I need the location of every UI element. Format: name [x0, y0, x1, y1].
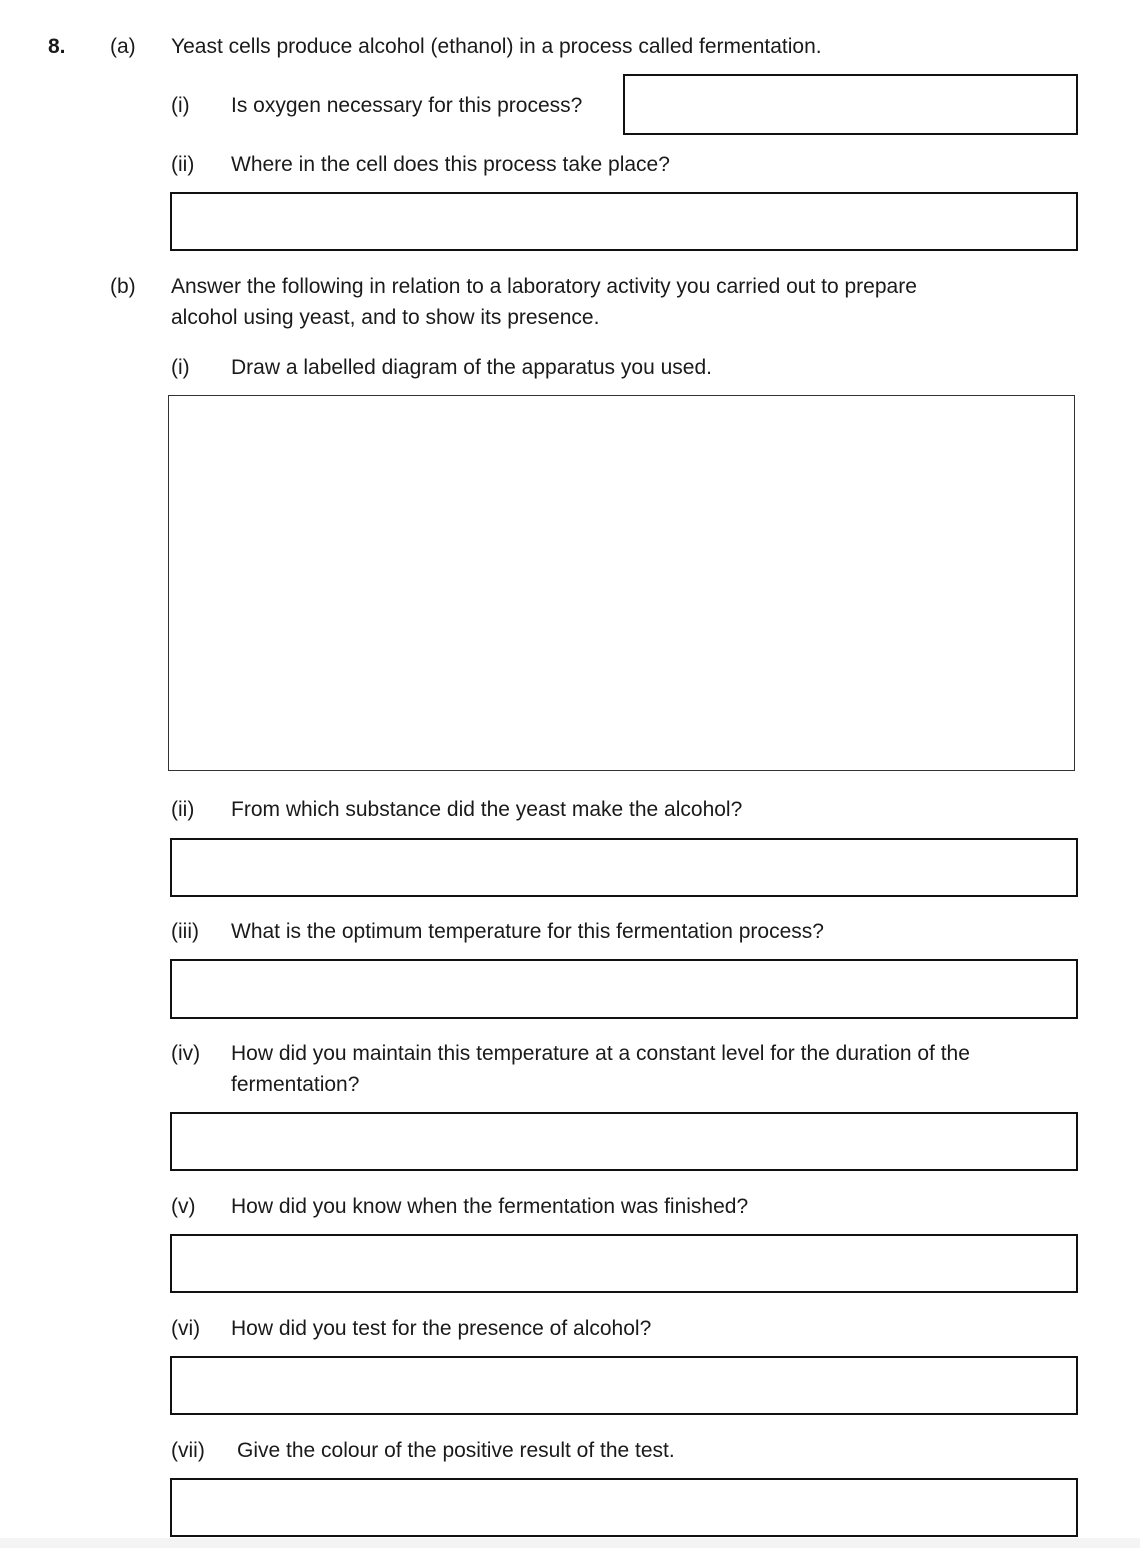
part-b-i-question: Draw a labelled diagram of the apparatus you used.: [231, 356, 712, 379]
answer-box-a-i[interactable]: [623, 74, 1078, 135]
answer-box-b-v[interactable]: [170, 1234, 1078, 1293]
question-number: 8.: [48, 35, 66, 58]
part-b-ii-question: From which substance did the yeast make the alcohol?: [231, 798, 743, 821]
part-a-i-label: (i): [171, 94, 190, 117]
answer-box-b-vii[interactable]: [170, 1478, 1078, 1537]
part-b-iii-question: What is the optimum temperature for this fermentation process?: [231, 920, 824, 943]
part-b-iii-label: (iii): [171, 920, 199, 943]
part-b-vi-question: How did you test for the presence of alcohol?: [231, 1317, 652, 1340]
diagram-drawing-box[interactable]: [168, 395, 1075, 771]
page-bottom-edge: [0, 1538, 1140, 1548]
part-a-text: Yeast cells produce alcohol (ethanol) in a process called fermentation.: [171, 35, 822, 58]
part-b-iv-question-line2: fermentation?: [231, 1073, 360, 1096]
part-b-i-label: (i): [171, 356, 190, 379]
part-b-vii-label: (vii): [171, 1439, 205, 1462]
part-a-label: (a): [110, 35, 136, 58]
part-b-v-label: (v): [171, 1195, 196, 1218]
part-b-vii-question: Give the colour of the positive result of the test.: [237, 1439, 675, 1462]
part-b-label: (b): [110, 275, 136, 298]
part-b-text-line2: alcohol using yeast, and to show its presence.: [171, 306, 600, 329]
answer-box-b-vi[interactable]: [170, 1356, 1078, 1415]
answer-box-b-ii[interactable]: [170, 838, 1078, 897]
part-a-ii-question: Where in the cell does this process take place?: [231, 153, 670, 176]
part-b-ii-label: (ii): [171, 798, 195, 821]
answer-box-b-iii[interactable]: [170, 959, 1078, 1019]
part-b-iv-question-line1: How did you maintain this temperature at a constant level for the duration of the: [231, 1042, 970, 1065]
part-b-v-question: How did you know when the fermentation was finished?: [231, 1195, 749, 1218]
part-a-ii-label: (ii): [171, 153, 195, 176]
part-b-vi-label: (vi): [171, 1317, 201, 1340]
part-b-iv-label: (iv): [171, 1042, 201, 1065]
part-a-i-question: Is oxygen necessary for this process?: [231, 94, 583, 117]
answer-box-a-ii[interactable]: [170, 192, 1078, 251]
part-b-text-line1: Answer the following in relation to a laboratory activity you carried out to prepare: [171, 275, 917, 298]
answer-box-b-iv[interactable]: [170, 1112, 1078, 1171]
